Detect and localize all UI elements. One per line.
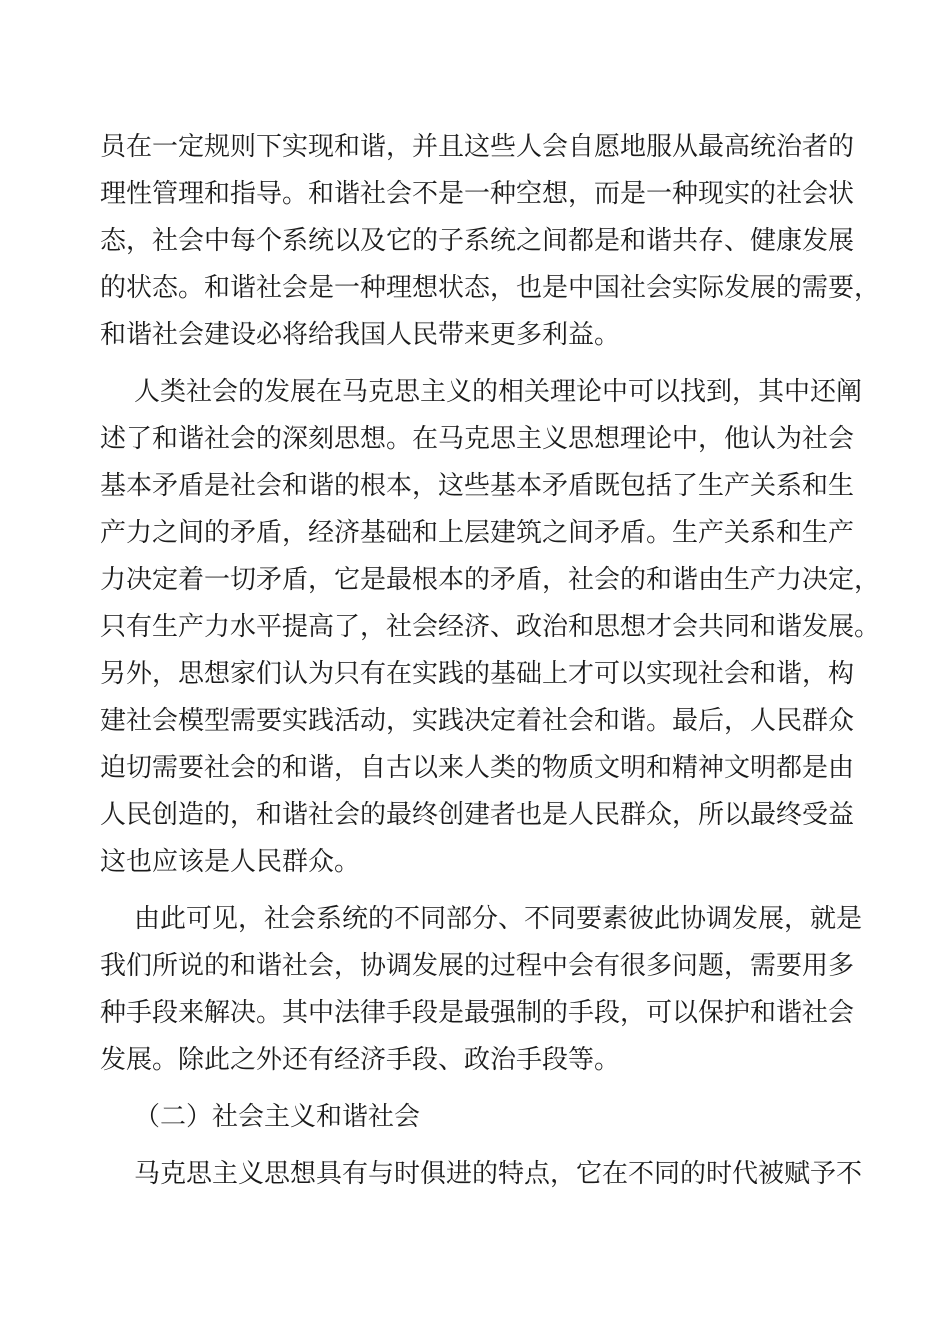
text-line: 另外，思想家们认为只有在实践的基础上才可以实现社会和谐，构 [100, 659, 855, 689]
text-line: 人民创造的，和谐社会的最终创建者也是人民群众，所以最终受益 [100, 800, 855, 830]
text-line: 基本矛盾是社会和谐的根本，这些基本矛盾既包括了生产关系和生 [100, 471, 855, 501]
text-line: 这也应该是人民群众。 [100, 847, 361, 877]
document-body [100, 124, 881, 1198]
text-line: 述了和谐社会的深刻思想。在马克思主义思想理论中，他认为社会 [100, 424, 855, 454]
text-line: 力决定着一切矛盾，它是最根本的矛盾，社会的和谐由生产力决定， [100, 565, 881, 595]
text-line: 我们所说的和谐社会，协调发展的过程中会有很多问题，需要用多 [100, 951, 855, 981]
paragraph [100, 896, 863, 1084]
text-line: 迫切需要社会的和谐，自古以来人类的物质文明和精神文明都是由 [100, 753, 855, 783]
text-line: 由此可见，社会系统的不同部分、不同要素彼此协调发展，就是 [134, 904, 863, 934]
text-line: 和谐社会建设必将给我国人民带来更多利益。 [100, 320, 621, 350]
text-line: 马克思主义思想具有与时俱进的特点，它在不同的时代被赋予不 [134, 1159, 863, 1189]
paragraph [100, 124, 881, 359]
text-line: 建社会模型需要实践活动，实践决定着社会和谐。最后，人民群众 [100, 706, 855, 736]
text-line: 发展。除此之外还有经济手段、政治手段等。 [100, 1045, 621, 1075]
text-line: 只有生产力水平提高了，社会经济、政治和思想才会共同和谐发展。 [100, 612, 881, 642]
text-line: 人类社会的发展在马克思主义的相关理论中可以找到，其中还阐 [134, 377, 863, 407]
section-heading: （二）社会主义和谐社会 [134, 1102, 421, 1132]
text-line: 态，社会中每个系统以及它的子系统之间都是和谐共存、健康发展 [100, 226, 855, 256]
text-line: 种手段来解决。其中法律手段是最强制的手段，可以保护和谐社会 [100, 998, 855, 1028]
text-line: 员在一定规则下实现和谐，并且这些人会自愿地服从最高统治者的 [100, 132, 855, 162]
text-line: 的状态。和谐社会是一种理想状态，也是中国社会实际发展的需要， [100, 273, 881, 303]
paragraph [100, 1151, 863, 1198]
paragraph [100, 369, 881, 886]
text-line: 理性管理和指导。和谐社会不是一种空想，而是一种现实的社会状 [100, 179, 855, 209]
text-line: 产力之间的矛盾，经济基础和上层建筑之间矛盾。生产关系和生产 [100, 518, 855, 548]
